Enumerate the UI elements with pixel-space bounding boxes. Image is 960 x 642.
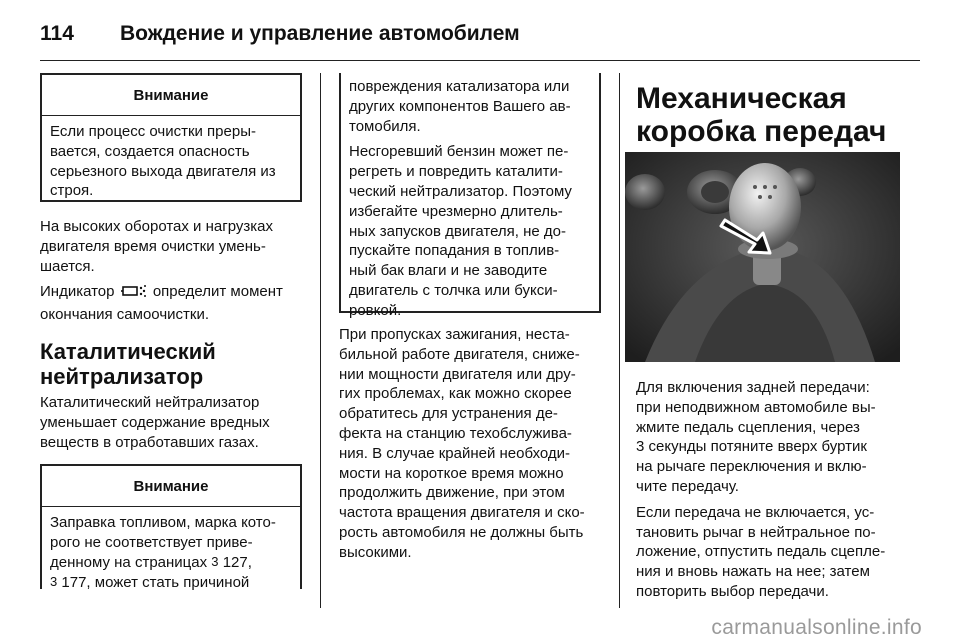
page-ref-icon: 3 bbox=[50, 573, 58, 589]
text-line: ческий нейтрализатор. Поэтому bbox=[349, 182, 572, 200]
text-line bbox=[40, 282, 302, 305]
heading-line: коробка передач bbox=[636, 115, 887, 148]
text-line: бильной работе двигателя, сниже- bbox=[339, 345, 580, 363]
text-line: вается, создается опасность bbox=[50, 142, 250, 160]
text-line: при неподвижном автомобиле вы- bbox=[636, 398, 876, 416]
text-line: Каталитический нейтрализатор bbox=[40, 393, 260, 411]
text-line: обратитесь для устранения де- bbox=[339, 405, 558, 423]
text-line: томобиля. bbox=[349, 117, 421, 135]
text-line: уменьшает содержание вредных bbox=[40, 413, 270, 431]
text-line: высокими. bbox=[339, 543, 412, 561]
gear-lever-photo bbox=[625, 152, 900, 362]
text-line: других компонентов Вашего ав- bbox=[349, 97, 571, 115]
paragraph bbox=[339, 325, 601, 563]
warning-text bbox=[341, 73, 599, 327]
text-line: рость автомобиля не должны быть bbox=[339, 523, 584, 541]
watermark[interactable]: carmanualsonline.info bbox=[711, 616, 922, 639]
text-line: ния и вновь нажать на нее; затем bbox=[636, 563, 870, 581]
header-rule bbox=[40, 60, 920, 61]
page-ref[interactable]: 127, bbox=[222, 553, 252, 571]
text-line: шается. bbox=[40, 257, 95, 275]
text-line: двигатель с толчка или букси- bbox=[349, 281, 558, 299]
warning-box bbox=[40, 464, 302, 589]
warning-title: Внимание bbox=[42, 75, 300, 116]
text-line: При пропусках зажигания, неста- bbox=[339, 326, 570, 343]
text-line: мости на короткое время можно bbox=[339, 464, 564, 482]
paragraph bbox=[636, 503, 916, 602]
section-heading bbox=[40, 339, 302, 389]
text-line: Для включения задней передачи: bbox=[636, 379, 870, 396]
text-line: фекта на станцию техобслужива- bbox=[339, 424, 572, 442]
text-line: Если процесс очистки преры- bbox=[50, 123, 256, 140]
page-number: 114 bbox=[40, 22, 74, 45]
text-line: на рычаге переключения и вклю- bbox=[636, 458, 867, 476]
text-line: Заправка топливом, марка кото- bbox=[50, 514, 276, 532]
text-fragment: может стать причиной bbox=[94, 573, 250, 591]
column-middle bbox=[339, 73, 601, 563]
text-line: серьезного выхода двигателя из bbox=[50, 162, 276, 180]
text-line: окончания самоочистки. bbox=[40, 306, 209, 324]
text-line: Несгоревший бензин может пе- bbox=[349, 143, 569, 161]
warning-box-continued bbox=[339, 73, 601, 319]
text-fragment: денному на страницах bbox=[50, 553, 208, 571]
text-line: ный бак влаги и не заводите bbox=[349, 262, 548, 280]
text-line: 3 секунды потяните вверх буртик bbox=[636, 438, 867, 456]
warning-box bbox=[40, 73, 302, 202]
text-fragment: Индикатор bbox=[40, 283, 115, 301]
text-line: двигателя время очистки умень- bbox=[40, 237, 266, 255]
column-left bbox=[40, 73, 302, 589]
paragraph bbox=[40, 393, 302, 452]
column-divider bbox=[619, 73, 620, 608]
heading-line: нейтрализатор bbox=[40, 363, 204, 389]
text-line: чите передачу. bbox=[636, 477, 739, 495]
text-line: регреть и повредить каталити- bbox=[349, 163, 563, 181]
text-line bbox=[50, 573, 292, 593]
text-line: нии мощности двигателя или дру- bbox=[339, 365, 576, 383]
text-line: рого не соответствует приве- bbox=[50, 534, 253, 552]
text-fragment: определит момент bbox=[152, 283, 283, 301]
text-line: строя. bbox=[50, 182, 94, 200]
heading-line: Каталитический bbox=[40, 338, 216, 364]
text-line: гих проблемах, как можно скорее bbox=[339, 385, 572, 403]
text-line: тановить рычаг в нейтральное по- bbox=[636, 523, 876, 541]
dpf-indicator-icon bbox=[121, 283, 147, 305]
text-line: ния. В случае крайней необходи- bbox=[339, 444, 571, 462]
page-ref[interactable]: 177, bbox=[61, 573, 91, 591]
text-line: избегайте чрезмерно длитель- bbox=[349, 202, 563, 220]
page-ref-icon: 3 bbox=[211, 553, 219, 569]
column-right bbox=[636, 82, 916, 148]
page-header bbox=[40, 14, 520, 54]
heading-line: Механическая bbox=[636, 82, 847, 115]
warning-title: Внимание bbox=[42, 466, 300, 507]
warning-text bbox=[42, 116, 300, 207]
text-line: Если передача не включается, ус- bbox=[636, 503, 875, 521]
column-right-text bbox=[636, 378, 916, 602]
text-line: жмите педаль сцепления, через bbox=[636, 418, 860, 436]
warning-text bbox=[42, 507, 300, 598]
text-line: ровкой. bbox=[349, 301, 402, 319]
text-line: веществ в отработавших газах. bbox=[40, 433, 259, 451]
text-line: пускайте попадания в топлив- bbox=[349, 242, 560, 260]
text-line bbox=[50, 553, 292, 573]
paragraph bbox=[636, 378, 916, 497]
page-title: Вождение и управление автомобилем bbox=[120, 22, 520, 45]
paragraph bbox=[40, 282, 302, 325]
paragraph bbox=[40, 217, 302, 276]
text-line: частота вращения двигателя и ско- bbox=[339, 504, 585, 522]
text-line: продолжить движение, при этом bbox=[339, 484, 565, 502]
text-line: повторить выбор передачи. bbox=[636, 582, 829, 600]
text-line: повреждения катализатора или bbox=[349, 78, 570, 95]
text-line: На высоких оборотах и нагрузках bbox=[40, 218, 273, 235]
text-line: ных запусков двигателя, не до- bbox=[349, 222, 567, 240]
column-divider bbox=[320, 73, 321, 608]
text-line: ложение, отпустить педаль сцепле- bbox=[636, 543, 886, 561]
